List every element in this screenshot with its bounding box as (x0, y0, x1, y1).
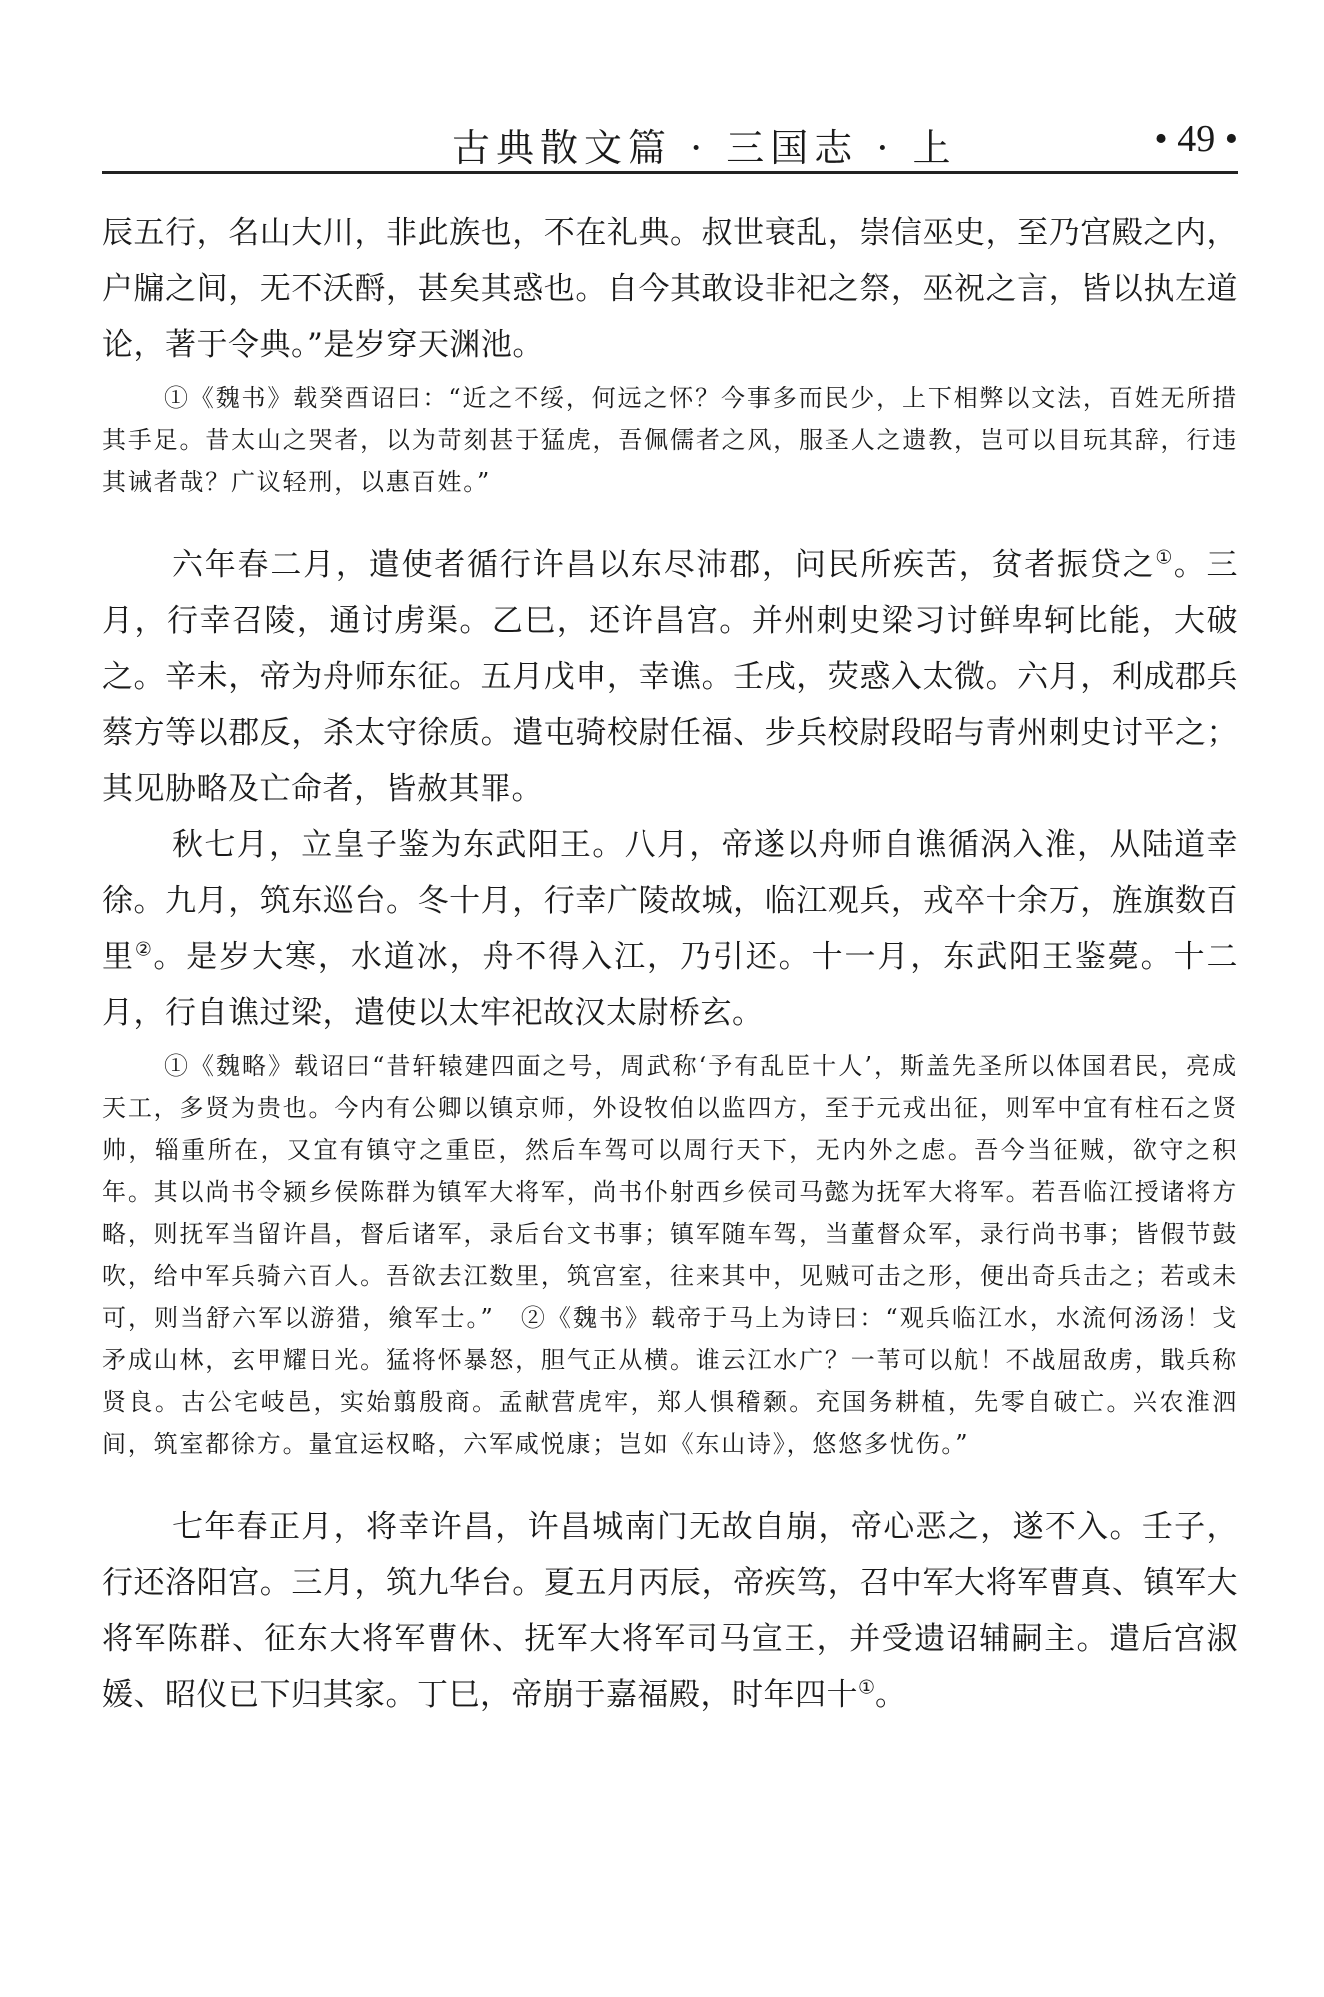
footnote (102, 1045, 1238, 1465)
body-text: 六年春二月，遣使者循行许昌以东尽沛郡，问民所疾苦，贫者振贷之 (172, 547, 1156, 583)
body-text: 辰五行，名山大川，非此族也，不在礼典。叔世衰乱，崇信巫史，至乃宫殿之内，户牖之间，无不沃酹，甚矣其惑也。自今其敢设非祀之祭，巫祝之言，皆以执左道论，著于令典。”是岁穿天渊池。 (102, 215, 1238, 363)
body-paragraph (102, 205, 1238, 373)
body-text: 。是岁大寒，水道冰，舟不得入江，乃引还。十一月，东武阳王鉴薨。十二月，行自谯过梁，遣使以太牢祀故汉太尉桥玄。 (102, 939, 1239, 1031)
header-rule (102, 171, 1238, 174)
body-text: 。三月，行幸召陵，通讨虏渠。乙巳，还许昌宫。并州刺史梁习讨鲜卑轲比能，大破之。辛未，帝为舟师东征。五月戊申，幸谯。壬戌，荧惑入太微。六月，利成郡兵蔡方等以郡反，杀太守徐质。遣屯骑校尉任福、步兵校尉段昭与青州刺史讨平之；其见胁略及亡命者，皆赦其罪。 (102, 547, 1238, 807)
body-text: 。 (875, 1677, 907, 1713)
running-header-title: 古典散文篇 · 三国志 · 上 (452, 126, 957, 170)
body-paragraph (102, 817, 1238, 1041)
footnote-text: ①《魏略》载诏曰“昔轩辕建四面之号，周武称‘予有乱臣十人’，斯盖先圣所以体国君民，亮成天工，多贤为贵也。今内有公卿以镇京师，外设牧伯以监四方，至于元戎出征，则军中宜有柱石之贤帅，辎重所在，又宜有镇守之重臣，然后车驾可以周行天下，无内外之虑。吾今当征贼，欲守之积年。其以尚书令颍乡侯陈群为镇军大将军，尚书仆射西乡侯司马懿为抚军大将军。若吾临江授诸将方略，则抚军当留许昌，督后诸军，录后台文书事；镇军随车驾，当董督众军，录行尚书事；皆假节鼓吹，给中军兵骑六百人。吾欲去江数里，筑宫室，往来其中，见贼可击之形，便出奇兵击之；若或未可，则当舒六军以游猎，飨军士。” ②《魏书》载帝于马上为诗曰：“观兵临江水，水流何汤汤！戈矛成山林，玄甲耀日光。猛将怀暴怒，胆气正从横。谁云江水广？一苇可以航！不战屈敌虏，戢兵称贤良。古公宅岐邑，实始翦殷商。孟献营虎牢，郑人惧稽颡。充国务耕植，先零自破亡。兴农淮泗间，筑室都徐方。量宜运权略，六军咸悦康；岂如《东山诗》，悠悠多忧伤。” (102, 1052, 1238, 1458)
footnote-marker: ② (134, 938, 154, 961)
body-text: 秋七月，立皇子鉴为东武阳王。八月，帝遂以舟师自谯循涡入淮，从陆道幸徐。九月，筑东巡台。冬十月，行幸广陵故城，临江观兵，戎卒十余万，旌旗数百里 (102, 827, 1238, 975)
body-paragraph (102, 537, 1238, 817)
page-content (102, 205, 1238, 1723)
body-text: 七年春正月，将幸许昌，许昌城南门无故自崩，帝心恶之，遂不入。壬子，行还洛阳宫。三月，筑九华台。夏五月丙辰，帝疾笃，召中军大将军曹真、镇军大将军陈群、征东大将军曹休、抚军大将军司马宣王，并受遗诏辅嗣主。遣后宫淑媛、昭仪已下归其家。丁巳，帝崩于嘉福殿，时年四十 (102, 1509, 1238, 1713)
footnote-text: ①《魏书》载癸酉诏曰：“近之不绥，何远之怀？今事多而民少，上下相弊以文法，百姓无所措其手足。昔太山之哭者，以为苛刻甚于猛虎，吾佩儒者之风，服圣人之遗教，岂可以目玩其辞，行违其诫者哉？广议轻刑，以惠百姓。” (102, 384, 1238, 496)
footnote-marker: ① (858, 1676, 876, 1699)
body-paragraph (102, 1499, 1238, 1723)
running-header (102, 105, 1238, 171)
page-number: • 49 • (1154, 118, 1238, 160)
footnote-marker: ① (1155, 546, 1174, 569)
footnote (102, 377, 1238, 503)
